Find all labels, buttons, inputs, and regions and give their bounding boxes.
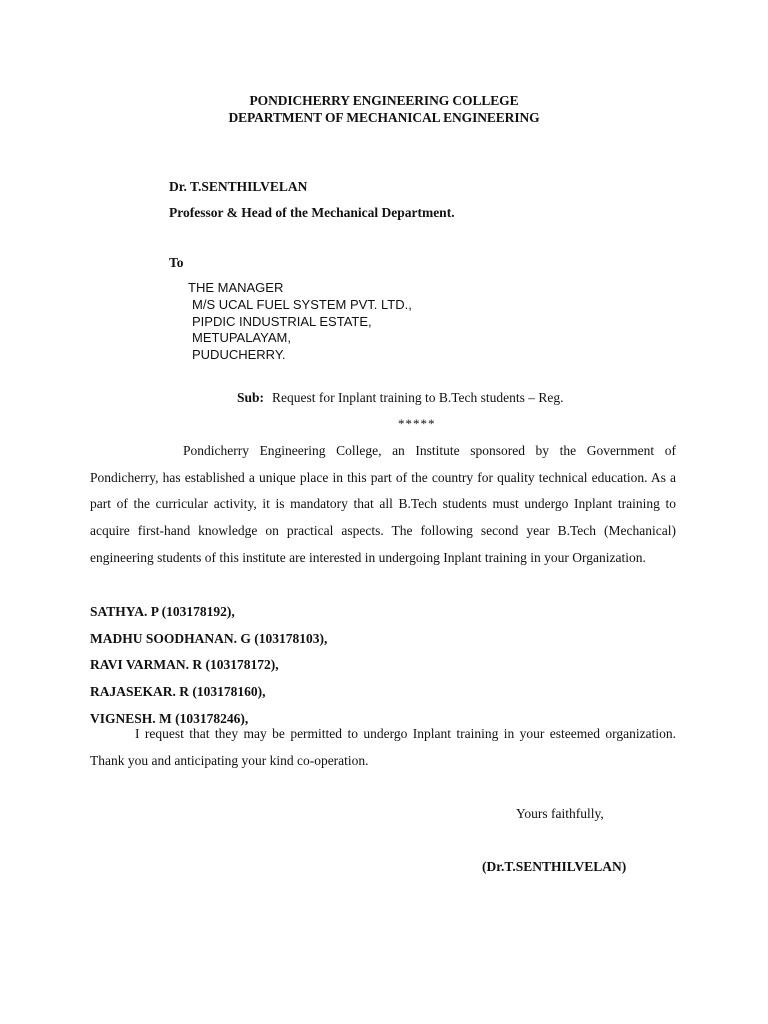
- student-entry: MADHU SOODHANAN. G (103178103),: [90, 630, 328, 646]
- subject-text: Request for Inplant training to B.Tech students – Reg.: [272, 390, 564, 405]
- address-line: THE MANAGER: [188, 280, 284, 295]
- sender-title: Professor & Head of the Mechanical Department.: [169, 205, 455, 220]
- subject-separator: *****: [398, 416, 436, 431]
- address-line: M/S UCAL FUEL SYSTEM PVT. LTD.,: [192, 296, 412, 312]
- body-paragraph-request: I request that they may be permitted to undergo Inplant training in your esteemed organization. Thank you and anticipating your kind co-operation.: [90, 726, 676, 768]
- student-entry: RAVI VARMAN. R (103178172),: [90, 657, 279, 673]
- college-name-heading: PONDICHERRY ENGINEERING COLLEGE: [249, 93, 519, 108]
- address-line: PIPDIC INDUSTRIAL ESTATE,: [192, 313, 372, 329]
- department-heading: DEPARTMENT OF MECHANICAL ENGINEERING: [228, 110, 540, 125]
- body-paragraph-intro: Pondicherry Engineering College, an Institute sponsored by the Government of Pondicherry, has established a unique place in this part of the country for quality technical education. As a part of the curricular activity, it is mandatory that all B.Tech students must undergo Inplant training to acquire first-hand knowledge on practical aspects. The following second year B.Tech (Mechanical) engineering students of this institute are interested in undergoing Inplant training in your Organization.: [90, 443, 676, 565]
- recipient-address: [188, 280, 412, 364]
- address-line: PUDUCHERRY.: [192, 347, 286, 363]
- student-entry: RAJASEKAR. R (103178160),: [90, 684, 266, 700]
- to-label: To: [169, 255, 184, 270]
- student-list: [90, 599, 327, 733]
- closing-salutation: Yours faithfully,: [516, 806, 604, 821]
- student-entry: SATHYA. P (103178192),: [90, 604, 235, 619]
- signature-name: (Dr.T.SENTHILVELAN): [482, 859, 627, 874]
- sender-name: Dr. T.SENTHILVELAN: [169, 179, 308, 194]
- student-entry: VIGNESH. M (103178246),: [90, 710, 249, 726]
- subject-label: Sub:: [237, 390, 265, 405]
- subject-line: [237, 390, 564, 406]
- address-line: METUPALAYAM,: [192, 330, 291, 346]
